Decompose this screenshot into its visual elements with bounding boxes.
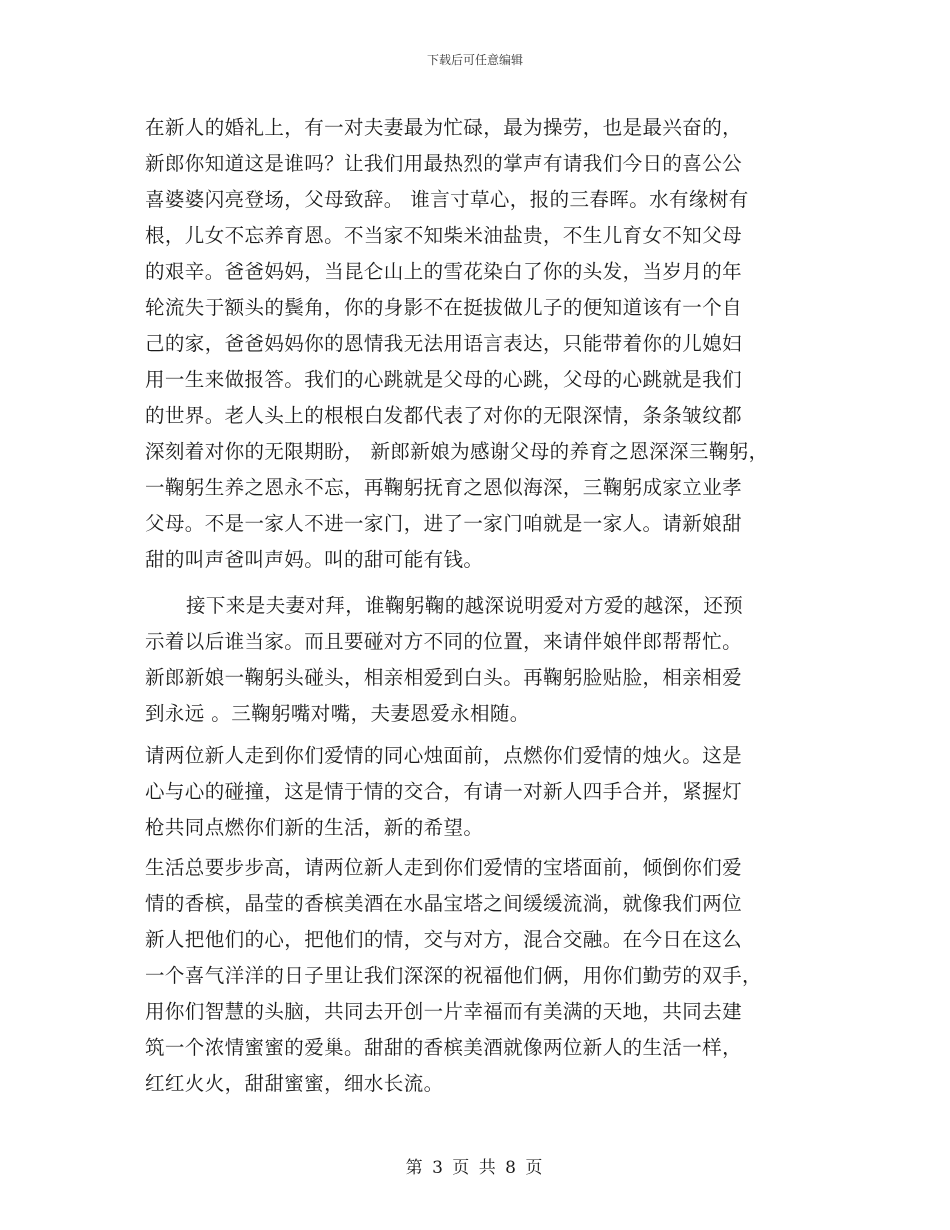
text-line: 到永远 。三鞠躬嘴对嘴，夫妻恩爱永相随。 bbox=[145, 702, 530, 725]
text-line: 在新人的婚礼上，有一对夫妻最为忙碌，最为操劳，也是最兴奋的， bbox=[145, 116, 743, 139]
text-line: 的世界。老人头上的根根白发都代表了对你的无限深情，条条皱纹都 bbox=[145, 404, 743, 427]
text-line: 用一生来做报答。我们的心跳就是父母的心跳，父母的心跳就是我们 bbox=[145, 368, 743, 391]
text-line: 接下来是夫妻对拜，谁鞠躬鞠的越深说明爱对方爱的越深，还预 bbox=[186, 594, 744, 617]
text-line: 新郎新娘一鞠躬头碰头，相亲相爱到白头。再鞠躬脸贴脸，相亲相爱 bbox=[145, 666, 743, 689]
text-line: 甜的叫声爸叫声妈。叫的甜可能有钱。 bbox=[145, 548, 484, 571]
page-header-note: 下载后可任意编辑 bbox=[426, 53, 523, 67]
text-line: 喜婆婆闪亮登场，父母致辞。 谁言寸草心，报的三春晖。水有缘树有 bbox=[145, 188, 749, 211]
text-line: 深刻着对你的无限期盼， 新郎新娘为感谢父母的养育之恩深深三鞠躬， bbox=[145, 440, 769, 463]
text-line: 心与心的碰撞，这是情于情的交合，有请一对新人四手合并，紧握灯 bbox=[145, 780, 743, 803]
text-line: 父母。不是一家人不进一家门，进了一家门咱就是一家人。请新娘甜 bbox=[145, 512, 743, 535]
text-line: 的艰辛。爸爸妈妈，当昆仑山上的雪花染白了你的头发，当岁月的年 bbox=[145, 260, 743, 283]
text-line: 轮流失于额头的鬓角，你的身影不在挺拔做儿子的便知道该有一个自 bbox=[145, 296, 743, 319]
text-line: 筑一个浓情蜜蜜的爱巢。甜甜的香槟美酒就像两位新人的生活一样， bbox=[145, 1036, 743, 1059]
text-line: 己的家，爸爸妈妈你的恩情我无法用语言表达，只能带着你的儿媳妇 bbox=[145, 332, 743, 355]
text-line: 用你们智慧的头脑，共同去开创一片幸福而有美满的天地，共同去建 bbox=[145, 1000, 743, 1023]
text-line: 情的香槟，晶莹的香槟美酒在水晶宝塔之间缓缓流淌，就像我们两位 bbox=[145, 892, 743, 915]
text-line: 请两位新人走到你们爱情的同心烛面前，点燃你们爱情的烛火。这是 bbox=[145, 744, 743, 767]
page-number: 第 3 页 共 8 页 bbox=[405, 1158, 545, 1178]
text-line: 一鞠躬生养之恩永不忘，再鞠躬抚育之恩似海深，三鞠躬成家立业孝 bbox=[145, 476, 743, 499]
text-line: 新郎你知道这是谁吗？让我们用最热烈的掌声有请我们今日的喜公公 bbox=[145, 152, 743, 175]
text-line: 一个喜气洋洋的日子里让我们深深的祝福他们俩，用你们勤劳的双手， bbox=[145, 964, 762, 987]
text-line: 示着以后谁当家。而且要碰对方不同的位置，来请伴娘伴郎帮帮忙。 bbox=[145, 630, 743, 653]
text-line: 红红火火，甜甜蜜蜜，细水长流。 bbox=[145, 1072, 444, 1095]
text-line: 根，儿女不忘养育恩。不当家不知柴米油盐贵，不生儿育女不知父母 bbox=[145, 224, 743, 247]
text-line: 生活总要步步高，请两位新人走到你们爱情的宝塔面前，倾倒你们爱 bbox=[145, 856, 743, 879]
text-line: 枪共同点燃你们新的生活，新的希望。 bbox=[145, 816, 484, 839]
text-line: 新人把他们的心，把他们的情，交与对方，混合交融。在今日在这么 bbox=[145, 928, 743, 951]
